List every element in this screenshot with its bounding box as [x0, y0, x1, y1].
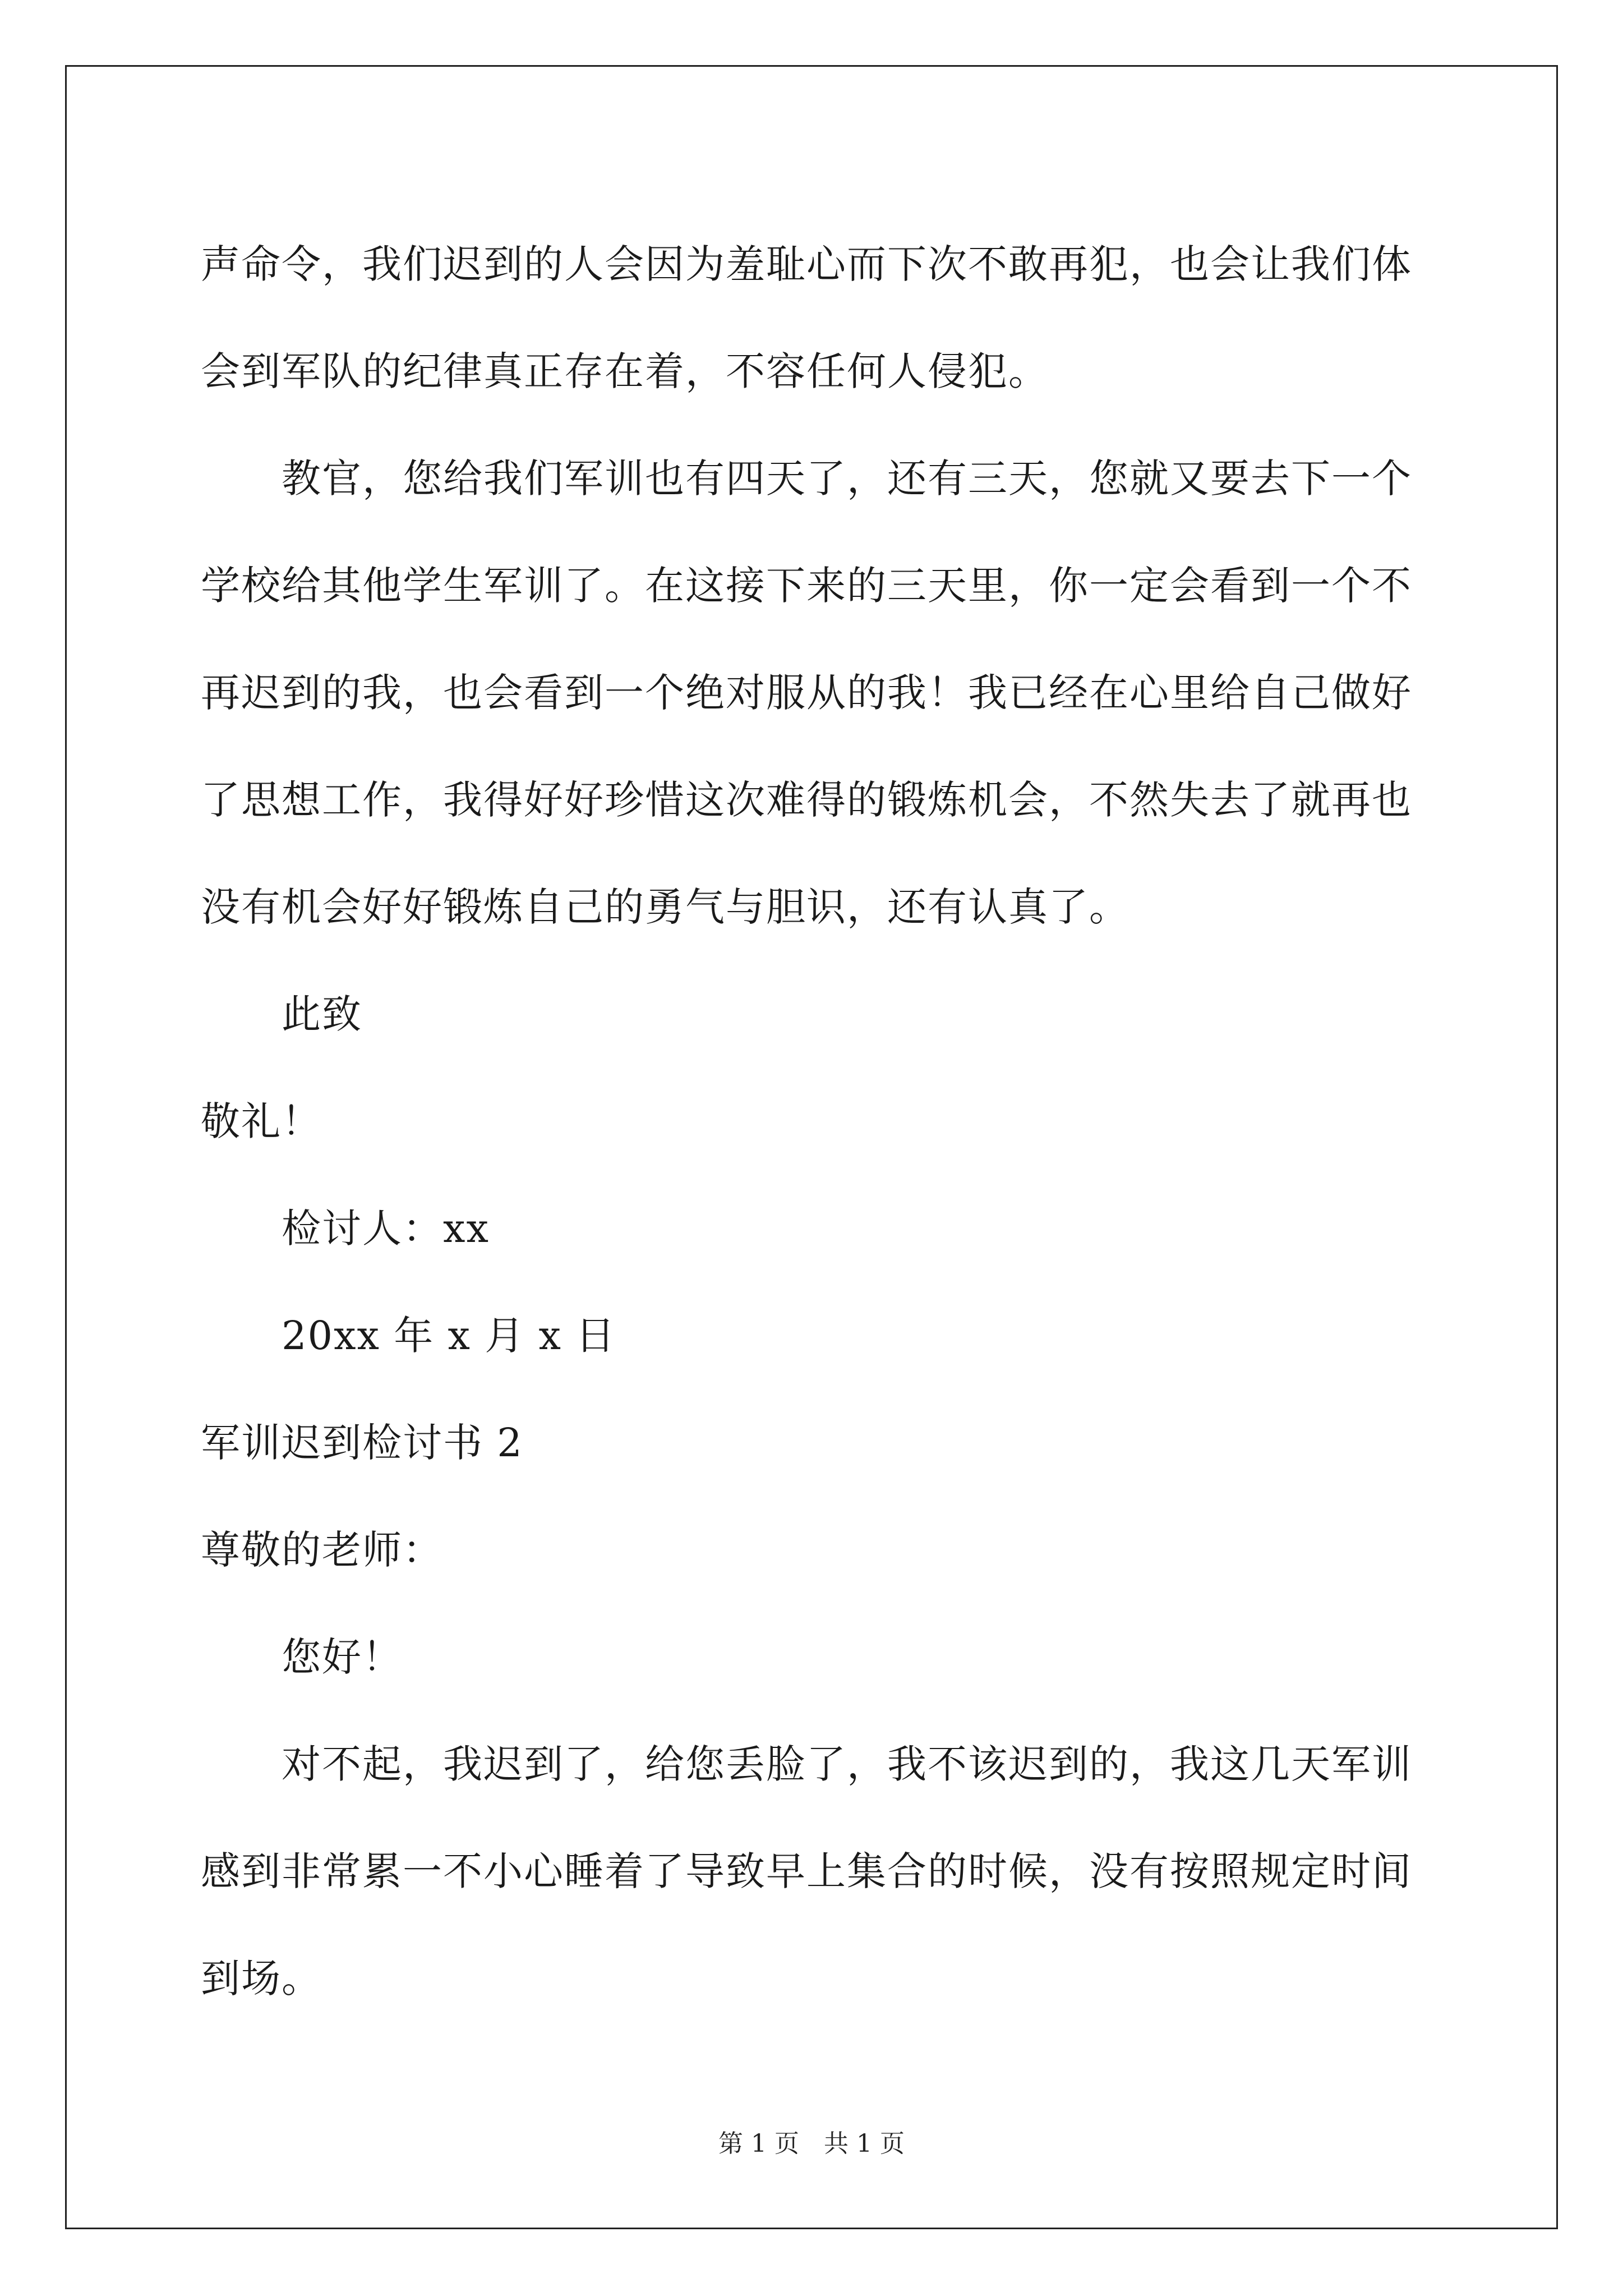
closing-line: 此致	[282, 991, 362, 1037]
section-title: 军训迟到检讨书 2	[201, 1420, 523, 1466]
text-line: 到场。	[201, 1955, 322, 2001]
date-line: 20xx 年 x 月 x 日	[282, 1313, 616, 1359]
text-line: 了思想工作，我得好好珍惜这次难得的锻炼机会，不然失去了就再也	[201, 777, 1412, 823]
salutation-line: 敬礼！	[201, 1098, 322, 1144]
text-line: 没有机会好好锻炼自己的勇气与胆识，还有认真了。	[201, 884, 1129, 930]
text-line: 教官，您给我们军训也有四天了，还有三天，您就又要去下一个	[282, 455, 1412, 501]
text-line: 再迟到的我，也会看到一个绝对服从的我！我已经在心里给自己做好	[201, 670, 1412, 716]
page-number: 第 1 页 共 1 页	[718, 2129, 905, 2158]
text-line: 会到军队的纪律真正存在着，不容任何人侵犯。	[201, 348, 1049, 394]
greeting-line: 您好！	[282, 1634, 403, 1680]
text-line: 对不起，我迟到了，给您丢脸了，我不该迟到的，我这几天军训	[282, 1741, 1412, 1787]
text-line: 声命令，我们迟到的人会因为羞耻心而下次不敢再犯，也会让我们体	[201, 241, 1412, 287]
signature-line: 检讨人：xx	[282, 1205, 490, 1251]
document-body	[201, 211, 1435, 2032]
text-line: 学校给其他学生军训了。在这接下来的三天里，你一定会看到一个不	[201, 563, 1412, 609]
text-line: 感到非常累一不小心睡着了导致早上集合的时候，没有按照规定时间	[201, 1848, 1412, 1894]
greeting-line: 尊敬的老师：	[201, 1527, 443, 1573]
